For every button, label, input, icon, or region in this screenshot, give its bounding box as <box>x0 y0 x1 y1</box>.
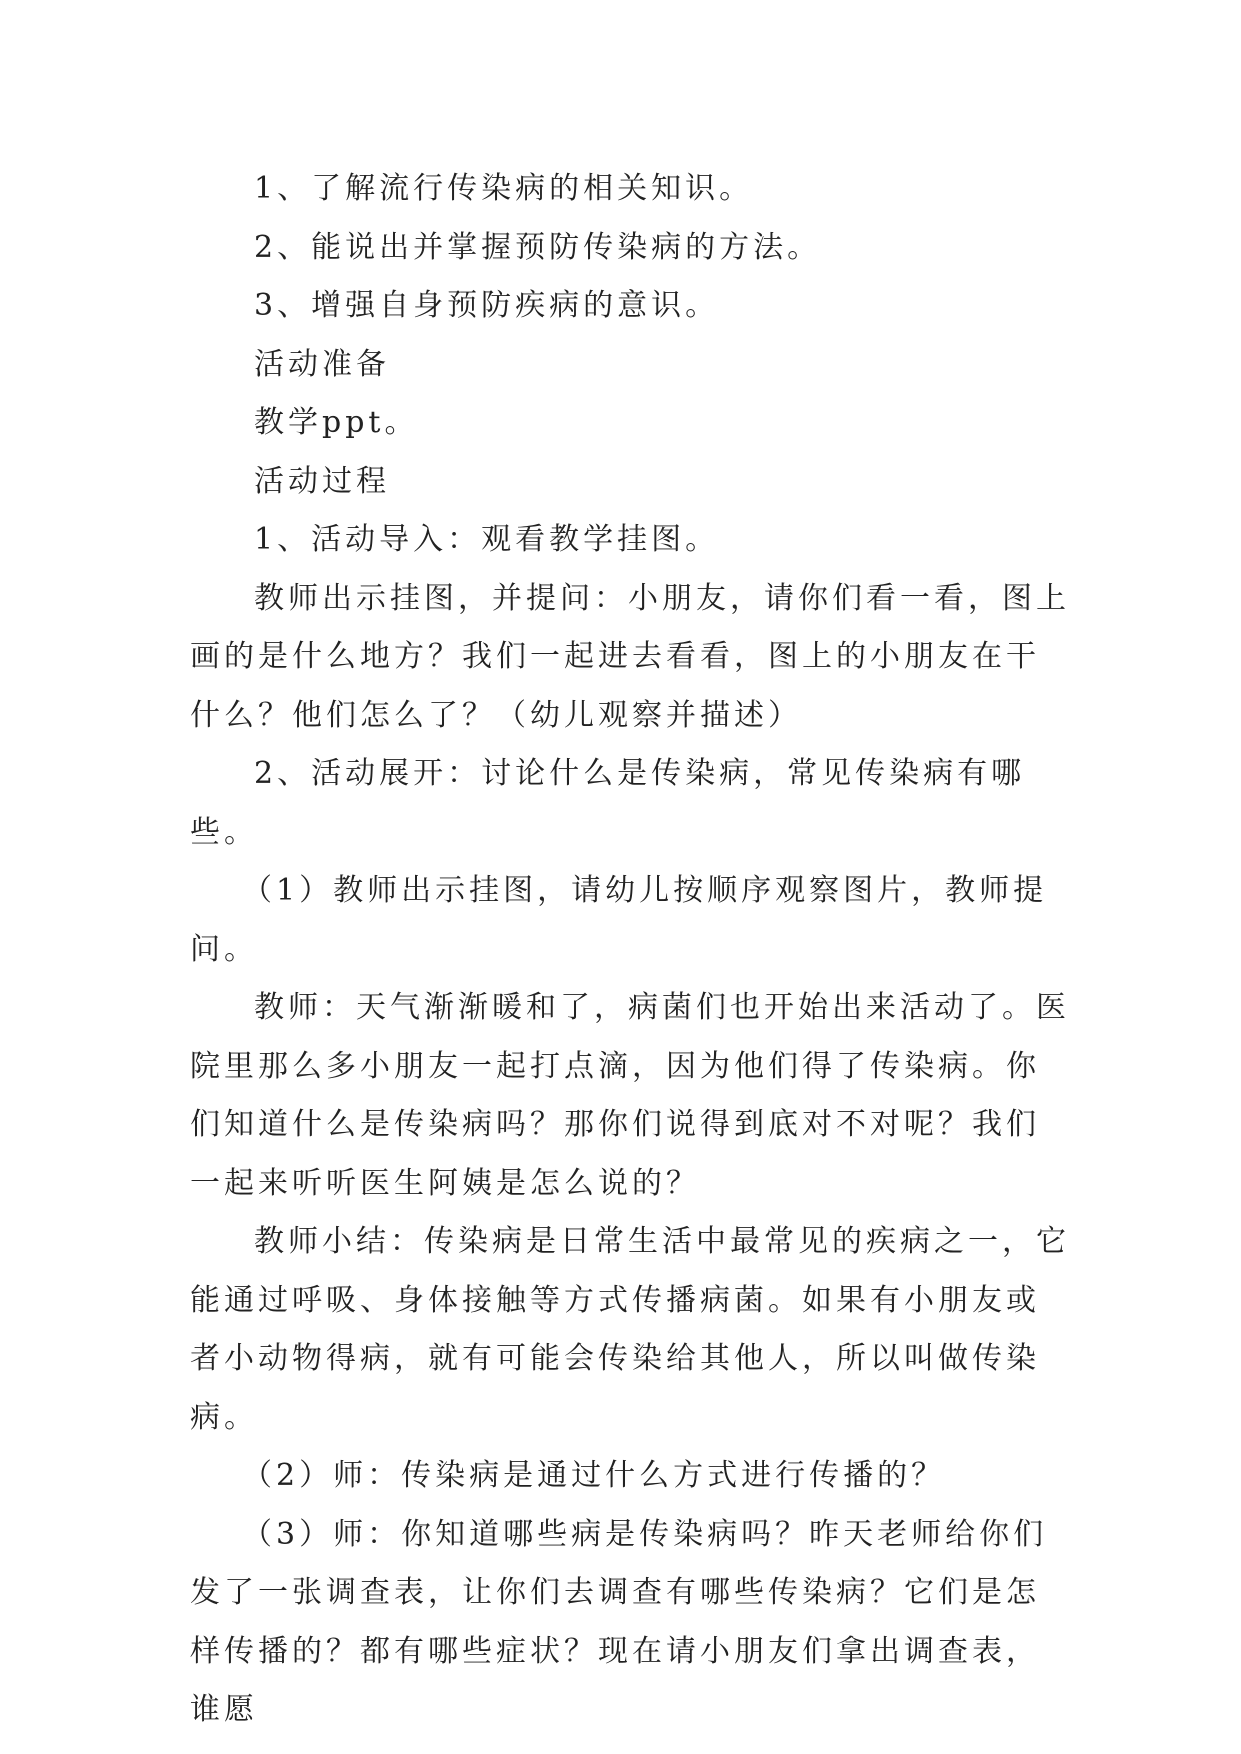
process-step-1: 1、活动导入：观看教学挂图。 <box>254 522 720 557</box>
teacher-speech-paragraph: 教师：天气渐渐暖和了，病菌们也开始出来活动了。医院里那么多小朋友一起打点滴，因为他们得了传染病。你们知道什么是传染病吗？那你们说得到底对不对呢？我们一起来听听医生阿姨是怎么说的？ <box>190 990 1070 1201</box>
sub-step-3: （3）师：你知道哪些病是传染病吗？昨天老师给你们发了一张调查表，让你们去调查有哪些传染病？它们是怎样传播的？都有哪些症状？现在请小朋友们拿出调查表，谁愿 <box>190 1516 1048 1727</box>
document-body <box>190 160 1070 1740</box>
process-step-2: 2、活动展开：讨论什么是传染病，常见传染病有哪些。 <box>190 756 1026 850</box>
objective-2: 2、能说出并掌握预防传染病的方法。 <box>254 229 822 265</box>
objective-3: 3、增强自身预防疾病的意识。 <box>254 288 720 323</box>
sub-step-1: （1）教师出示挂图，请幼儿按顺序观察图片，教师提问。 <box>190 873 1048 967</box>
teacher-summary-paragraph: 教师小结：传染病是日常生活中最常见的疾病之一，它能通过呼吸、身体接触等方式传播病菌。如果有小朋友或者小动物得病，就有可能会传染给其他人，所以叫做传染病。 <box>190 1224 1070 1435</box>
teacher-question-paragraph: 教师出示挂图，并提问：小朋友，请你们看一看，图上画的是什么地方？我们一起进去看看，图上的小朋友在干什么？他们怎么了？（幼儿观察并描述） <box>190 580 1070 733</box>
objective-1: 1、了解流行传染病的相关知识。 <box>254 171 754 206</box>
preparation-text: 教学ppt。 <box>254 405 419 440</box>
section-heading-process: 活动过程 <box>254 463 390 499</box>
sub-step-2: （2）师：传染病是通过什么方式进行传播的？ <box>242 1458 946 1493</box>
section-heading-preparation: 活动准备 <box>254 346 390 382</box>
